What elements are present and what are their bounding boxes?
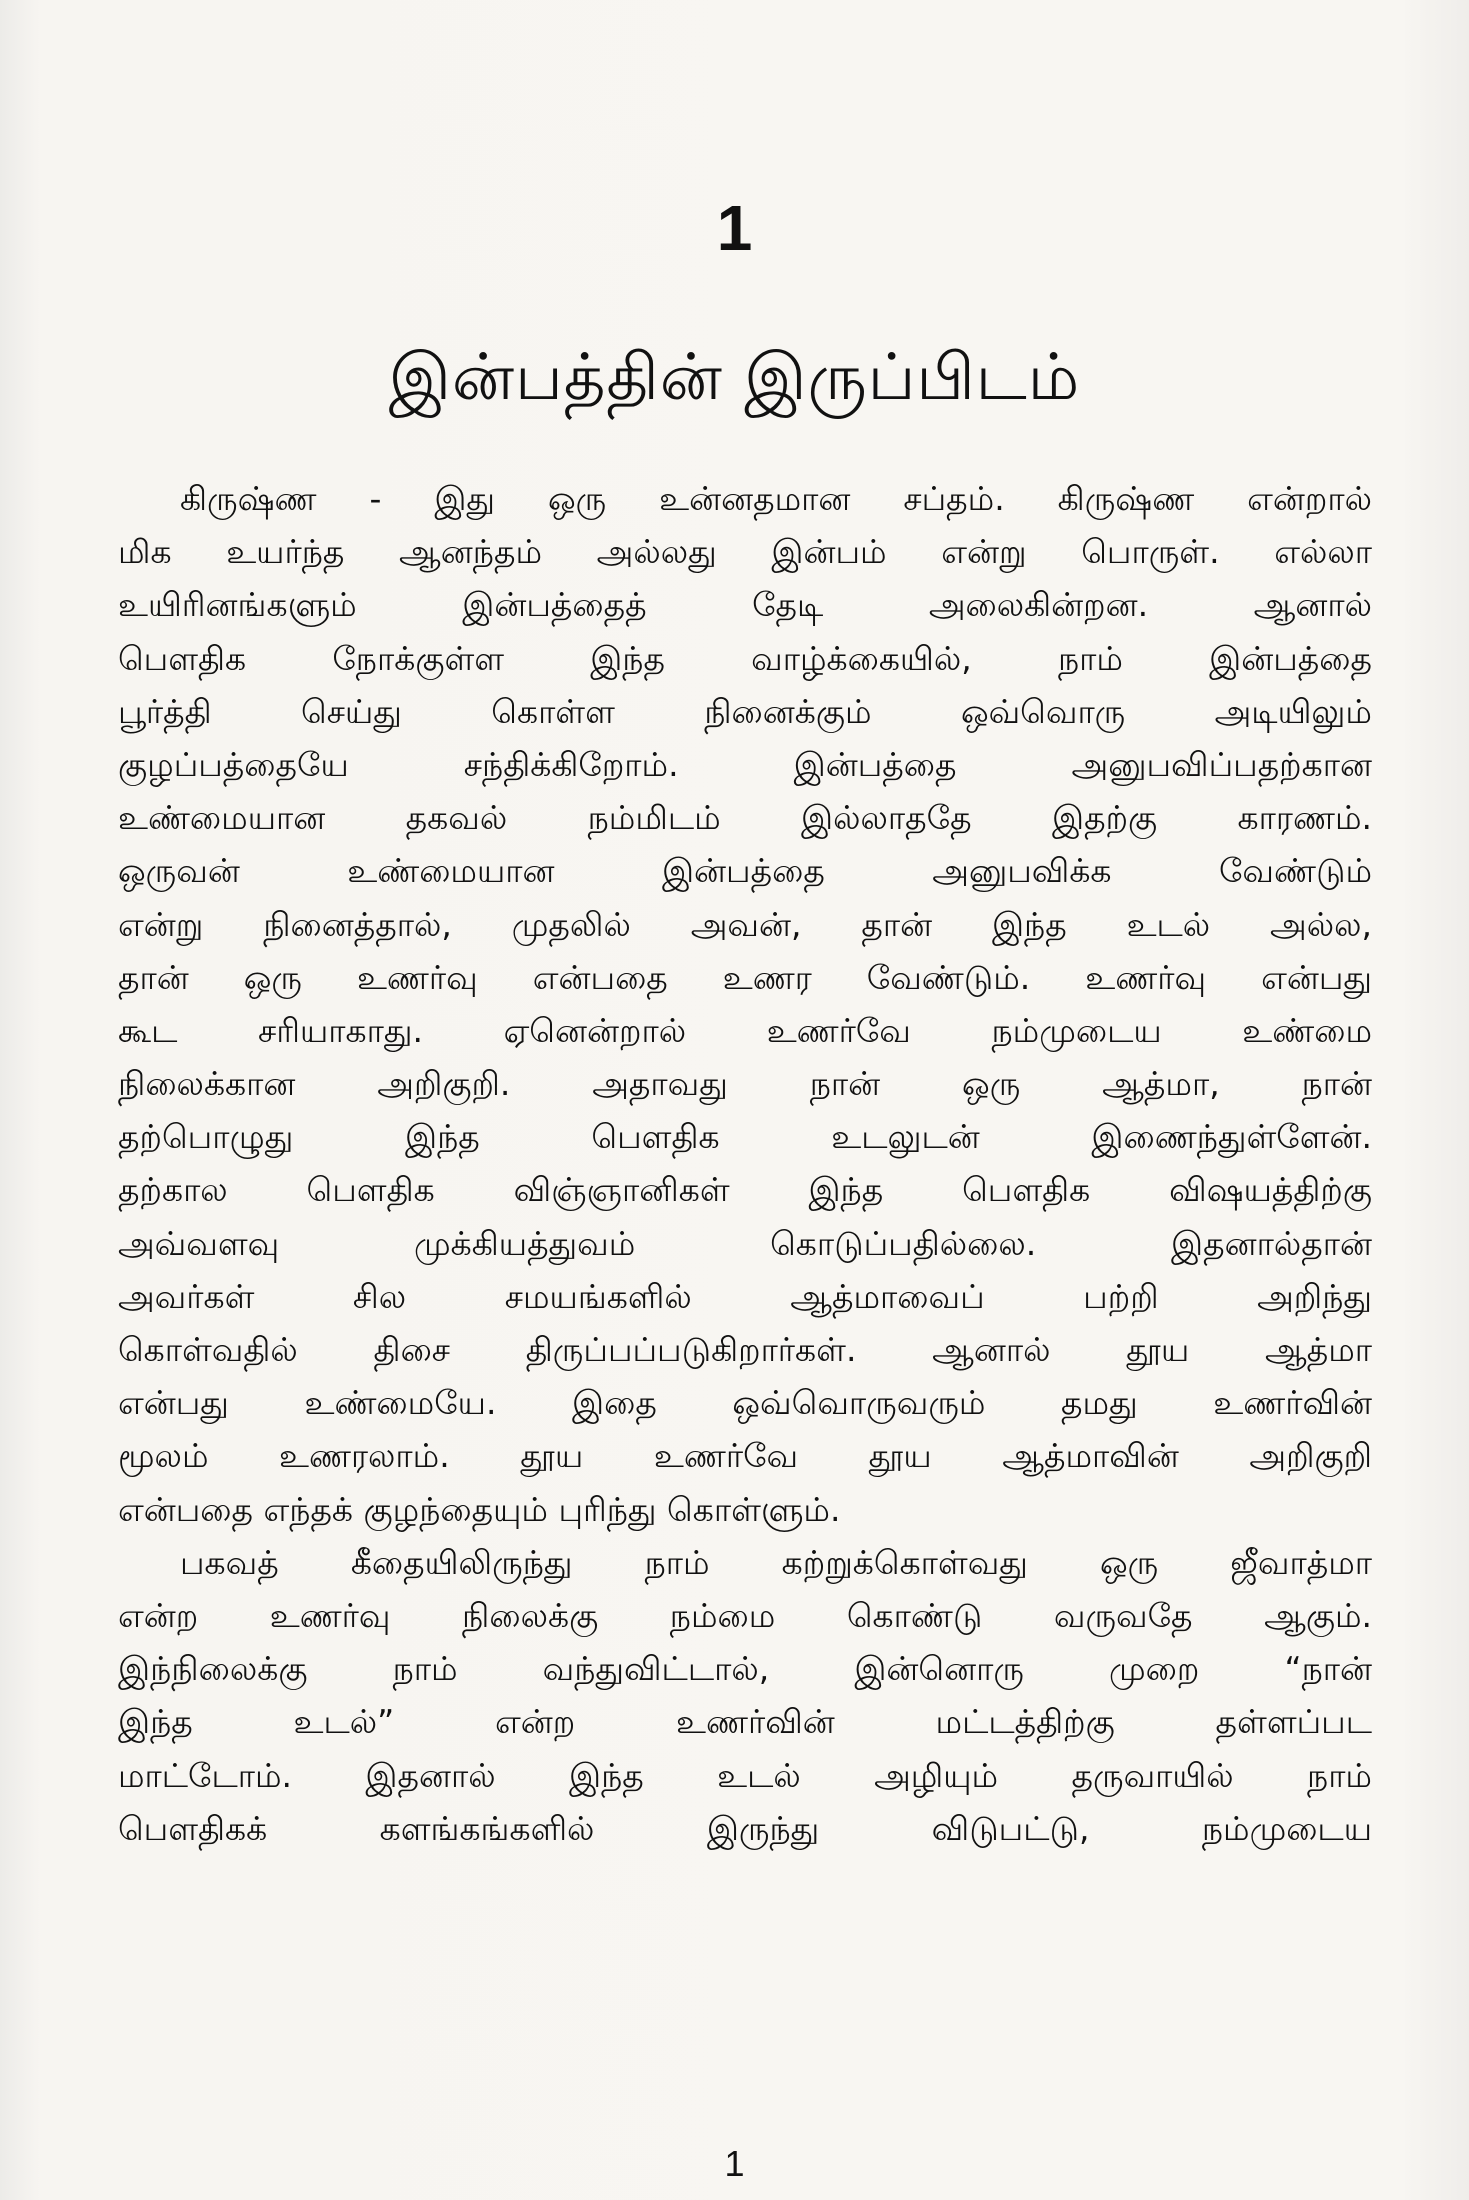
text-line: ஒருவன் உண்மையான இன்பத்தை அனுபவிக்க வேண்டும் — [118, 851, 1372, 891]
text-line: என்ற உணர்வு நிலைக்கு நம்மை கொண்டு வருவதே ஆகும். — [118, 1595, 1372, 1635]
body-text — [118, 472, 1372, 1855]
text-line: கொள்வதில் திசை திருப்பப்படுகிறார்கள். ஆனால் தூய ஆத்மா — [118, 1330, 1372, 1369]
text-line: தற்பொழுது இந்த பௌதிக உடலுடன் இணைந்துள்ளேன். — [118, 1117, 1372, 1157]
chapter-title: இன்பத்தின் இருப்பிடம் — [388, 341, 1081, 415]
text-line: உண்மையான தகவல் நம்மிடம் இல்லாததே இதற்கு காரணம். — [118, 798, 1372, 838]
text-line: கிருஷ்ண - இது ஒரு உன்னதமான சப்தம். கிருஷ்ண என்றால் — [180, 479, 1372, 518]
text-line: அவர்கள் சில சமயங்களில் ஆத்மாவைப் பற்றி அறிந்து — [118, 1276, 1372, 1316]
text-line: இந்நிலைக்கு நாம் வந்துவிட்டால், இன்னொரு முறை “நான் — [118, 1649, 1372, 1689]
text-line: என்பதை எந்தக் குழந்தையும் புரிந்து கொள்ளும். — [118, 1489, 841, 1529]
text-line: கூட சரியாகாது. ஏனென்றால் உணர்வே நம்முடைய உண்மை — [118, 1010, 1372, 1050]
text-line: என்று நினைத்தால், முதலில் அவன், தான் இந்த உடல் அல்ல, — [118, 904, 1372, 944]
text-line: பௌதிகக் களங்கங்களில் இருந்து விடுபட்டு, நம்முடைய — [118, 1808, 1372, 1848]
page-number: 1 — [724, 2143, 745, 2184]
text-line: தற்கால பௌதிக விஞ்ஞானிகள் இந்த பௌதிக விஷயத்திற்கு — [118, 1170, 1372, 1210]
text-line: தான் ஒரு உணர்வு என்பதை உணர வேண்டும். உணர்வு என்பது — [118, 957, 1372, 997]
text-line: மூலம் உணரலாம். தூய உணர்வே தூய ஆத்மாவின் அறிகுறி — [118, 1436, 1372, 1476]
chapter-number: 1 — [716, 192, 753, 264]
text-line: இந்த உடல்” என்ற உணர்வின் மட்டத்திற்கு தள்ளப்பட — [118, 1702, 1372, 1742]
text-line: பகவத் கீதையிலிருந்து நாம் கற்றுக்கொள்வது ஒரு ஜீவாத்மா — [180, 1542, 1372, 1582]
paragraph-1 — [118, 472, 1372, 1536]
text-line: என்பது உண்மையே. இதை ஒவ்வொருவரும் தமது உணர்வின் — [118, 1383, 1372, 1423]
text-line: உயிரினங்களும் இன்பத்தைத் தேடி அலைகின்றன. ஆனால் — [118, 585, 1372, 625]
text-line: குழப்பத்தையே சந்திக்கிறோம். இன்பத்தை அனுபவிப்பதற்கான — [118, 744, 1372, 784]
text-line: நிலைக்கான அறிகுறி. அதாவது நான் ஒரு ஆத்மா, நான் — [118, 1064, 1372, 1104]
text-line: பௌதிக நோக்குள்ள இந்த வாழ்க்கையில், நாம் இன்பத்தை — [118, 638, 1372, 678]
text-line: மாட்டோம். இதனால் இந்த உடல் அழியும் தருவாயில் நாம் — [118, 1755, 1372, 1795]
text-line: அவ்வளவு முக்கியத்துவம் கொடுப்பதில்லை. இதனால்தான் — [118, 1223, 1372, 1263]
text-line: பூர்த்தி செய்து கொள்ள நினைக்கும் ஒவ்வொரு அடியிலும் — [118, 691, 1372, 731]
paragraph-2 — [118, 1536, 1372, 1855]
text-line: மிக உயர்ந்த ஆனந்தம் அல்லது இன்பம் என்று பொருள். எல்லா — [118, 532, 1372, 572]
